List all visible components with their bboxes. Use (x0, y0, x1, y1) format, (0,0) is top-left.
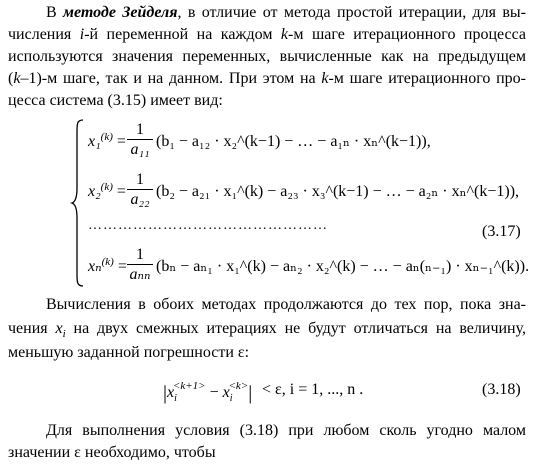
system-row-2-fraction: 1 a₂₂ (127, 171, 153, 208)
system-row-3-fraction: 1 aₙₙ (127, 246, 153, 283)
system-row-1-rhs: (b₁ − a₁₂ · x₂^(k−1) − … − a₁ₙ · xₙ^(k−1)), (156, 133, 431, 150)
system-row-1-lhs: x₁$^{(k)}$ = (88, 131, 126, 150)
paragraph-3-line-1: Для выполнения условия (3.18) при любом сколь угодно малом (46, 422, 526, 439)
paragraph-3-line-2: значении ε необходимо, чтобы (8, 444, 216, 461)
equation-number-3-17: (3.17) (482, 223, 521, 240)
paragraph-1-line-2: числения i-й переменной на каждом k-м шаге итерационного процесса (8, 26, 527, 43)
equation-number-3-18: (3.18) (482, 381, 521, 398)
paragraph-2-line-1: Вычисления в обоих методах продолжаются до тех пор, пока зна- (46, 296, 526, 313)
paragraph-2-line-2: чения $x_i$ на двух смежных итерациях не будут отличаться на величину, (8, 320, 527, 340)
criterion-rhs: < ε, i = 1, ..., n . (262, 381, 364, 398)
system-row-3-rhs: (bₙ − aₙ₁ · x₁^(k) − aₙ₂ · x₂^(k) − … − aₙ(ₙ₋₁) · xₙ₋₁^(k)). (156, 258, 530, 275)
system-ellipsis-row: ………………………………………… (88, 218, 328, 233)
system-row-2-lhs: x₂$^{(k)}$ = (88, 181, 126, 200)
system-row-2-rhs: (b₂ − a₂₁ · x₁^(k) − a₂₃ · x₃^(k−1) − … − a₂ₙ · xₙ^(k−1)), (156, 183, 520, 200)
seidel-method-term: методе Зейделя (63, 4, 178, 21)
left-brace-icon (70, 118, 86, 288)
paragraph-2-line-3: меньшую заданной погрешности ε: (8, 344, 250, 361)
paragraph-1-line-3: используются значения переменных, вычисленные как на предыдущем (8, 48, 526, 65)
paragraph-1-line-5: цесса система (3.15) имеет вид: (8, 92, 223, 109)
system-row-3-lhs: xₙ$^{(k)}$ = (88, 256, 127, 275)
paragraph-1-line-1: В методе Зейделя, в отличие от метода простой итерации, для вы- (46, 4, 526, 21)
system-row-1-fraction: 1 a₁₁ (127, 121, 153, 158)
paragraph-1-line-4: (k–1)-м шаге, так и на данном. При этом на k-м шаге итерационного про- (8, 70, 527, 87)
criterion-lhs: $|x_i^{<k+1>} - x_i^{<k>}|$ (163, 380, 253, 404)
